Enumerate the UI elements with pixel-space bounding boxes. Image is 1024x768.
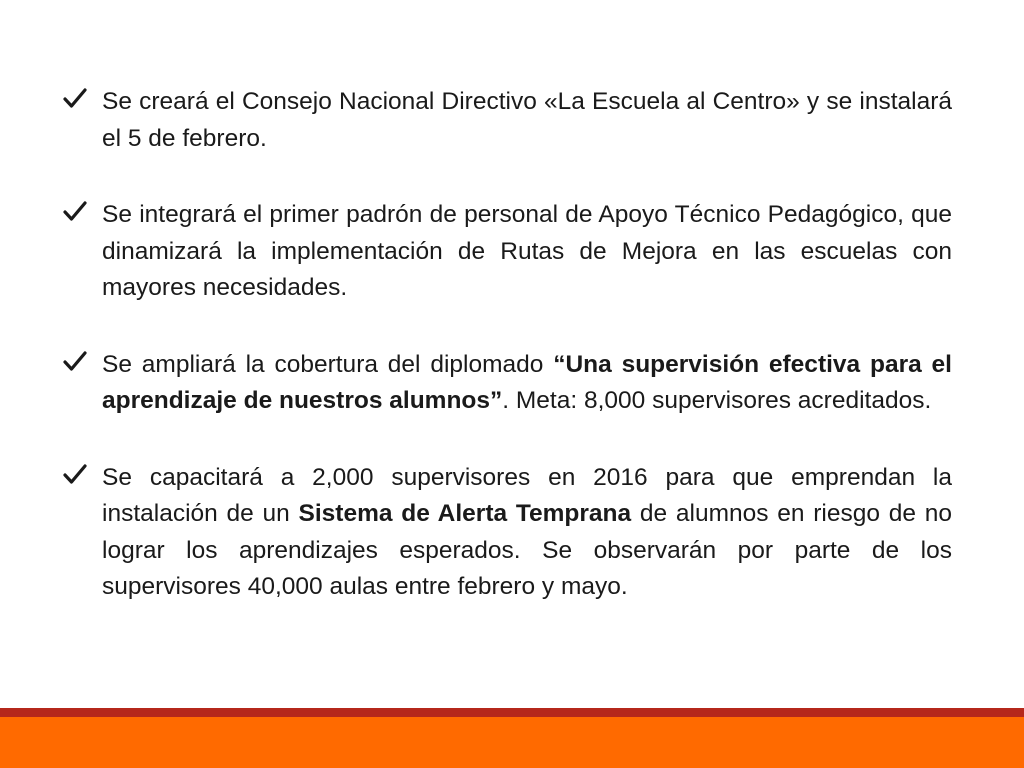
footer-bar-orange xyxy=(0,717,1024,768)
alert-system-name: Sistema de Alerta Temprana xyxy=(298,500,632,527)
checkmark-icon xyxy=(62,85,88,111)
bullet-text-end: . Meta: 8,000 supervisores acreditados. xyxy=(502,387,932,414)
footer-bar-dark xyxy=(0,708,1024,717)
list-item xyxy=(62,460,952,606)
list-item xyxy=(62,197,952,307)
list-item xyxy=(62,347,952,420)
list-item xyxy=(62,84,952,157)
bullet-text-end: de alumnos en riesgo de no lograr los aprendizajes esperados. Se observarán por parte de los supervisores 40,000 aulas entre febrero y mayo. xyxy=(102,500,952,600)
bullet-text-start: Se capacitará a 2,000 supervisores en 2016 para que emprendan la instalación de un xyxy=(102,463,952,527)
diplomado-title: “Una supervisión efectiva para el aprendizaje de nuestros alumnos” xyxy=(102,350,952,414)
bullet-text-start: Se ampliará la cobertura del diplomado xyxy=(102,350,554,378)
checkmark-icon xyxy=(62,461,88,487)
bullet-text: Se creará el Consejo Nacional Directivo «La Escuela al Centro» y se instalará el 5 de febrero. xyxy=(102,88,952,152)
bullet-text: Se integrará el primer padrón de personal de Apoyo Técnico Pedagógico, que dinamizará la implementación de Rutas de Mejora en las escuelas con mayores necesidades. xyxy=(102,201,952,301)
bullet-list xyxy=(62,84,952,606)
checkmark-icon xyxy=(62,198,88,224)
checkmark-icon xyxy=(62,348,88,374)
